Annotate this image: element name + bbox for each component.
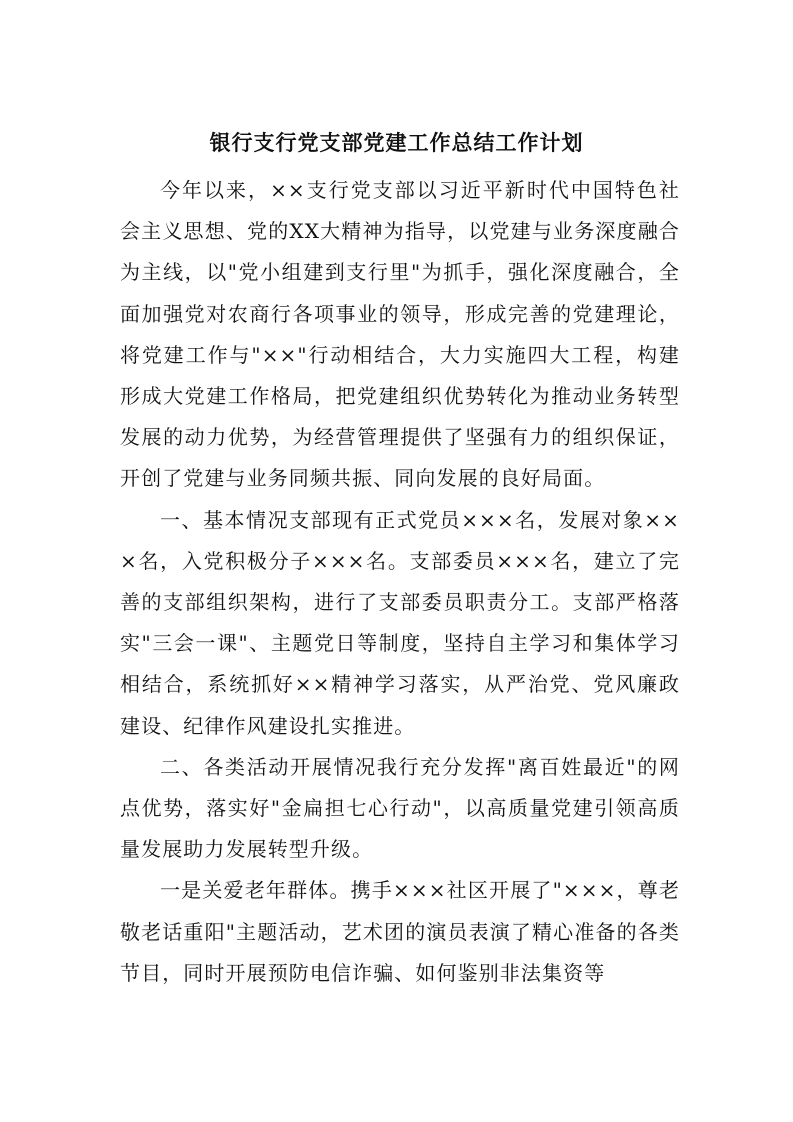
paragraph-activities: 二、各类活动开展情况我行充分发挥"离百姓最近"的网点优势，落实好"金扁担七心行动"，以高质量党建引领高质量发展助力发展转型升级。: [120, 754, 680, 862]
paragraph-intro: 今年以来，××支行党支部以习近平新时代中国特色社会主义思想、党的XX大精神为指导，以党建与业务深度融合为主线，以"党小组建到支行里"为抓手，强化深度融合，全面加强党对农商行各项事业的领导，形成完善的党建理论，将党建工作与"××"行动相结合，大力实施四大工程，构建形成大党建工作格局，把党建组织优势转化为推动业务转型发展的动力优势，为经营管理提供了坚强有力的组织保证，开创了党建与业务同频共振、同向发展的良好局面。: [120, 178, 680, 491]
paragraph-basic-situation: 一、基本情况支部现有正式党员×××名，发展对象×××名，入党积极分子×××名。支部委员×××名，建立了完善的支部组织架构，进行了支部委员职责分工。支部严格落实"三会一课"、主题党日等制度，坚持自主学习和集体学习相结合，系统抓好××精神学习落实，从严治党、党风廉政建设、纪律作风建设扎实推进。: [120, 507, 680, 738]
document-title: 银行支行党支部党建工作总结工作计划: [209, 130, 584, 155]
document-body: [120, 170, 680, 994]
paragraph-elderly-care: 一是关爱老年群体。携手×××社区开展了"×××，尊老敬老话重阳"主题活动，艺术团的演员表演了精心准备的各类节目，同时开展预防电信诈骗、如何鉴别非法集资等: [120, 878, 680, 985]
